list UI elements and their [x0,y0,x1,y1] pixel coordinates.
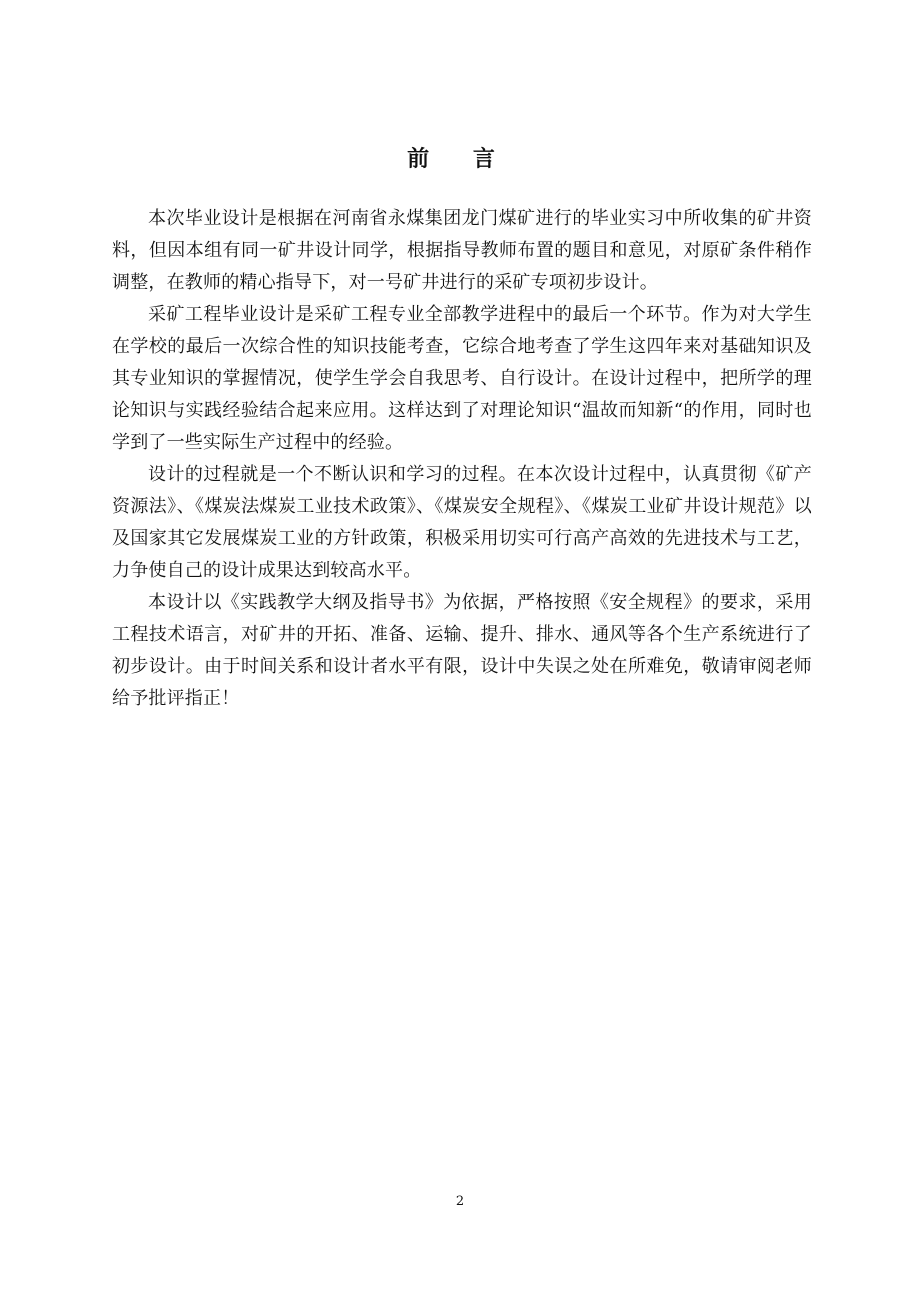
page-title: 前 言 [407,147,513,172]
page-number: 2 [455,1194,465,1209]
paragraph: 采矿工程毕业设计是采矿工程专业全部教学进程中的最后一个环节。作为对大学生在学校的最后一次综合性的知识技能考查，它综合地考查了学生这四年来对基础知识及其专业知识的掌握情况，使学生学会自我思考、自行设计。在设计过程中，把所学的理论知识与实践经验结合起来应用。这样达到了对理论知识“温故而知新“的作用，同时也学到了一些实际生产过程中的经验。 [112,304,812,453]
paragraph: 本设计以《实践教学大纲及指导书》为依据，严格按照《安全规程》的要求，采用工程技术语言，对矿井的开拓、准备、运输、提升、排水、通风等各个生产系统进行了初步设计。由于时间关系和设计者水平有限，设计中失误之处在所难免，敬请审阅老师给予批评指正！ [112,592,812,709]
paragraph: 本次毕业设计是根据在河南省永煤集团龙门煤矿进行的毕业实习中所收集的矿井资料，但因本组有同一矿井设计同学，根据指导教师布置的题目和意见，对原矿条件稍作调整，在教师的精心指导下，对一号矿井进行的采矿专项初步设计。 [112,208,812,293]
paragraph: 设计的过程就是一个不断认识和学习的过程。在本次设计过程中，认真贯彻《矿产资源法》、《煤炭法煤炭工业技术政策》、《煤炭安全规程》、《煤炭工业矿井设计规范》以及国家其它发展煤炭工业的方针政策，积极采用切实可行高产高效的先进技术与工艺，力争使自己的设计成果达到较高水平。 [112,464,812,581]
body-text [112,203,812,715]
